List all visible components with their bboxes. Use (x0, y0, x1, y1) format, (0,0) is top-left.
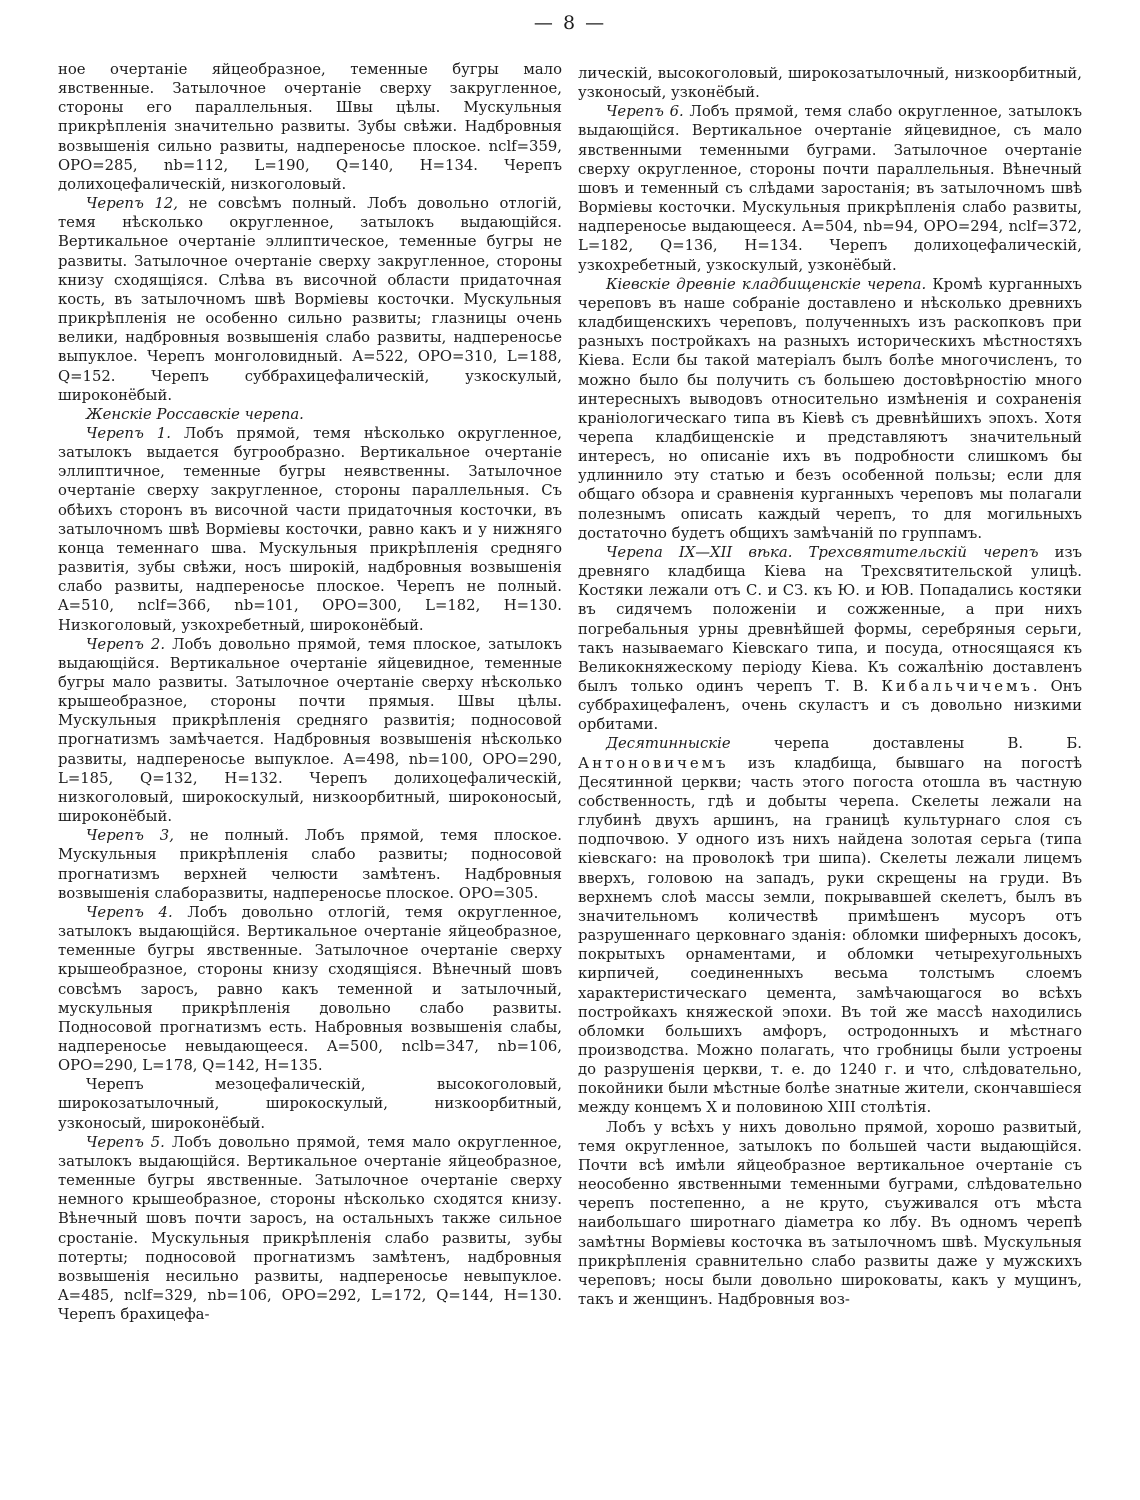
paragraph-skull-3 (58, 826, 562, 903)
skull-label: Черепъ 12, (86, 195, 178, 213)
paragraph-text: изъ древняго кладбища Кіева на Трехсвятительской улицѣ. Костяки лежали отъ С. и СЗ. къ Ю. и ЮВ. Попадались костяки въ сидячемъ положеніи и сожженные, а при нихъ погребальныя урны древнѣйшей формы, серебряныя серьги, такъ называемаго Кіевскаго типа, и посуда, относящаяся къ Великокняжескому періоду Кіева. Къ сожалѣнію доставленъ былъ только одинъ черепъ Т. В. (578, 543, 1082, 695)
page-number: — 8 — (533, 12, 607, 34)
paragraph-skull-5 (58, 1133, 562, 1325)
paragraph-text: Кромѣ курганныхъ череповъ въ наше собраніе доставлено и нѣсколько древнихъ кладбищенскихъ череповъ, полученныхъ изъ раскопковъ при разныхъ постройкахъ на разныхъ историческихъ мѣстностяхъ Кіева. Если бы такой матеріалъ былъ болѣе многочисленъ, то можно было бы получить съ большею достовѣрностію много интересныхъ выводовъ относительно измѣненія и сохраненія краніологическаго типа въ Кіевѣ съ древнѣйшихъ эпохъ. Хотя черепа кладбищенскіе и представляютъ значительный интересъ, но описаніе ихъ въ подробности слишкомъ бы удлиннило эту статью и безъ особенной пользы; если для общаго обзора и сравненія курганныхъ череповъ мы полагали полезнымъ описать каждый черепъ, то для могильныхъ достаточно будетъ общихъ замѣчаній по группамъ. (578, 275, 1082, 542)
paragraph-text: Лобъ довольно прямой, темя плоское, затылокъ выдающійся. Вертикальное очертаніе яйцевидное, теменные бугры мало развиты. Затылочное очертаніе сверху нѣсколько крышеобразное, стороны почти прямыя. Швы цѣлы. Мускульныя прикрѣпленія средняго развитія; подносовой прогнатизмъ замѣчается. Надбровныя возвышенія нѣсколько развиты, надпереносье выпуклое. A=498, nb=100, ОРО=290, L=185, Q=132, H=132. Черепъ долихоцефалическій, низкоголовый, широкоскулый, низкоорбитный, широконосый, широконёбый. (58, 635, 562, 826)
left-column (58, 60, 562, 1324)
paragraph-skull-6 (578, 102, 1082, 274)
skull-label: Черепъ 4. (86, 903, 173, 921)
paragraph-general-observations: Лобъ у всѣхъ у нихъ довольно прямой, хорошо развитый, темя округленное, затылокъ по большей части выдающійся. Почти всѣ имѣли яйцеобразное вертикальное очертаніе съ неособенно явственными теменными буграми, слѣдовательно черепъ постепенно, а не круто, съуживался отъ мѣста наибольшаго широтнаго діаметра ко лбу. Въ одномъ черепѣ замѣтны Ворміевы косточка въ затылочномъ швѣ. Мускульныя прикрѣпленія сравнительно слабо развиты даже у мужскихъ череповъ; носы были довольно широковаты, какъ у мущинъ, такъ и женщинъ. Надбровныя воз- (578, 1118, 1082, 1308)
paragraph-text: Лобъ довольно прямой, темя мало округленное, затылокъ выдающійся. Вертикальное очертаніе яйцеобразное, теменные бугры явственные. Затылочное очертаніе сверху немного крышеобразное, стороны нѣсколько сходятся книзу. Вѣнечный шовъ почти заросъ, на остальныхъ также сильное сростаніе. Мускульныя прикрѣпленія слабо развиты, зубы потерты; подносовой прогнатизмъ замѣтенъ, надбровныя возвышенія несильно развиты, надпереносье невыпуклое. A=485, nclf=329, nb=106, ОРО=292, L=172, Q=144, H=130. Черепъ брахицефа- (58, 1133, 562, 1324)
skull-label: Черепъ 6. (606, 103, 684, 121)
person-name: Кибальчичемъ (881, 678, 1033, 695)
paragraph-skull-2 (58, 635, 562, 827)
paragraph-skull-4-summary: Черепъ мезоцефалическій, высокоголовый, широкозатылочный, широкоскулый, низкоорбитный, узконосый, широконёбый. (58, 1076, 562, 1132)
section-lead: Кіевскіе древніе кладбищенскіе черепа. (606, 275, 927, 293)
person-name: Антоновичемъ (578, 754, 729, 772)
paragraph-text-tail: изъ кладбища, бывшаго на погостѣ Десятинной церкви; часть этого погоста отошла въ частную собственность, гдѣ и добыты черепа. Скелеты лежали на глубинѣ двухъ аршинъ, на границѣ культурнаго слоя съ подпочвою. У одного изъ нихъ найдена золотая серьга (типа кіевскаго: на проволокѣ три шипа). Скелеты лежали лицемъ вверхъ, головою на западъ, руки скрещены на груди. Въ верхнемъ слоѣ массы земли, покрывавшей скелетъ, былъ въ значительномъ количествѣ примѣшенъ мусоръ отъ разрушеннаго церковнаго зданія: обломки шиферныхъ досокъ, покрытыхъ орнаментами, и обломки четырехугольныхъ кирпичей, соединенныхъ весьма толстымъ слоемъ характеристическаго цемента, замѣчающагося во всѣхъ постройкахъ княжеской эпохи. Въ той же массѣ находились обломки большихъ амфоръ, остродонныхъ и мѣстнаго производства. Можно полагать, что гробницы были устроены до разрушенія церкви, т. е. до 1240 г. и что, слѣдовательно, покойники были мѣстные болѣе знатные жители, скончавшіеся между концемъ X и половиною XIII столѣтія. (578, 754, 1082, 1117)
paragraph-text: Лобъ довольно отлогій, темя округленное, затылокъ выдающійся. Вертикальное очертаніе яйцеобразное, теменные бугры явственные. Затылочное очертаніе сверху крышеобразное, стороны книзу сходящіяся. Вѣнечный шовъ совсѣмъ заросъ, равно какъ теменной и затылочный, мускульныя прикрѣпленія довольно слабо развиты. Подносовой прогнатизмъ есть. Набровныя возвышенія слабы, надпереносье невыдающееся. A=500, nclb=347, nb=106, ОРО=290, L=178, Q=142, H=135. (58, 903, 562, 1075)
paragraph-skull-4 (58, 903, 562, 1075)
paragraph-text: Лобъ прямой, темя нѣсколько округленное, затылокъ выдается бугрообразно. Вертикальное очертаніе эллиптичное, теменные бугры неявственны. Затылочное очертаніе сверху закругленное, стороны параллельныя. Съ обѣихъ сторонъ въ височной части придаточныя косточки, въ затылочномъ швѣ Ворміевы косточки, равно какъ и у нижняго конца теменнаго шва. Мускульныя прикрѣпленія средняго развитія, зубы свѣжи, носъ широкій, надбровныя возвышенія слабо развиты, надпереносье плоское. Черепъ не полный. A=510, nclf=366, nb=101, ОРО=300, L=182, H=130. Низкоголовый, узкохребетный, широконёбый. (58, 424, 563, 634)
paragraph-text-tail: . Онъ суббрахицефаленъ, очень скуластъ и съ довольно низкими орбитами. (578, 678, 1082, 734)
paragraph-continuation: ное очертаніе яйцеобразное, теменные бугры мало явственные. Затылочное очертаніе сверху закругленное, стороны его параллельныя. Швы цѣлы. Мускульныя прикрѣпленія значительно развиты. Зубы свѣжи. Надбровныя возвышенія сильно развиты, надпереносье плоское. nclf=359, ОРО=285, nb=112, L=190, Q=140, H=134. Черепъ долихоцефалическій, низкоголовый. (58, 61, 562, 193)
skull-label: Черепъ 1. (86, 424, 171, 442)
skull-label: Черепъ 3, (86, 827, 174, 845)
paragraph-text: не полный. Лобъ прямой, темя плоское. Мускульныя прикрѣпленія слабо развиты; подносовой прогнатизмъ верхней челюсти замѣтенъ. Надбровныя возвышенія слаборазвиты, надпереносье плоское. ОРО=305. (58, 827, 562, 902)
paragraph-continuation: лическій, высокоголовый, широкозатылочный, низкоорбитный, узконосый, узконёбый. (578, 65, 1082, 102)
section-lead: Черепа IX—XII вѣка. Трехсвятительскій черепъ (606, 543, 1039, 561)
section-heading-female-skulls: Женскіе Россавскіе черепа. (86, 405, 304, 423)
paragraph-ix-xii-century-skulls (578, 543, 1082, 735)
paragraph-skull-1 (58, 424, 562, 635)
paragraph-text: Лобъ прямой, темя слабо округленное, затылокъ выдающійся. Вертикальное очертаніе яйцевидное, съ мало явственными теменными буграми. Затылочное очертаніе сверху округленное, стороны почти параллельныя. Вѣнечный шовъ и теменный съ слѣдами заростанія; въ затылочномъ швѣ Ворміевы косточки. Мускульныя прикрѣпленія слабо развиты, надпереносье выдающееся. A=504, nb=94, ОРО=294, nclf=372, L=182, Q=136, H=134. Черепъ долихоцефалическій, узкохребетный, узкоскулый, узконёбый. (578, 103, 1082, 274)
skull-label: Черепъ 5. (86, 1133, 165, 1151)
paragraph-kiev-cemetery-skulls (578, 275, 1082, 543)
paragraph-desyatinnaya-skulls (578, 734, 1082, 1117)
skull-label: Черепъ 2. (86, 635, 166, 653)
paragraph-text: черепа доставлены В. Б. (730, 735, 1082, 753)
paragraph-text: не совсѣмъ полный. Лобъ довольно отлогій, темя нѣсколько округленное, затылокъ выдающійся. Вертикальное очертаніе эллиптическое, теменные бугры не развиты. Затылочное очертаніе сверху закругленное, стороны книзу сходящіяся. Слѣва въ височной области придаточная кость, въ затылочномъ швѣ Ворміевы косточки. Мускульныя прикрѣпленія не особенно сильно развиты; глазницы очень велики, надбровныя возвышенія слабо развиты, надпереносье выпуклое. Черепъ монголовидный. A=522, ОРО=310, L=188, Q=152. Черепъ суббрахицефалическій, узкоскулый, широконёбый. (58, 195, 562, 404)
right-column (578, 64, 1082, 1309)
section-lead: Десятинныскіе (606, 735, 731, 753)
paragraph-skull-12 (58, 194, 562, 405)
